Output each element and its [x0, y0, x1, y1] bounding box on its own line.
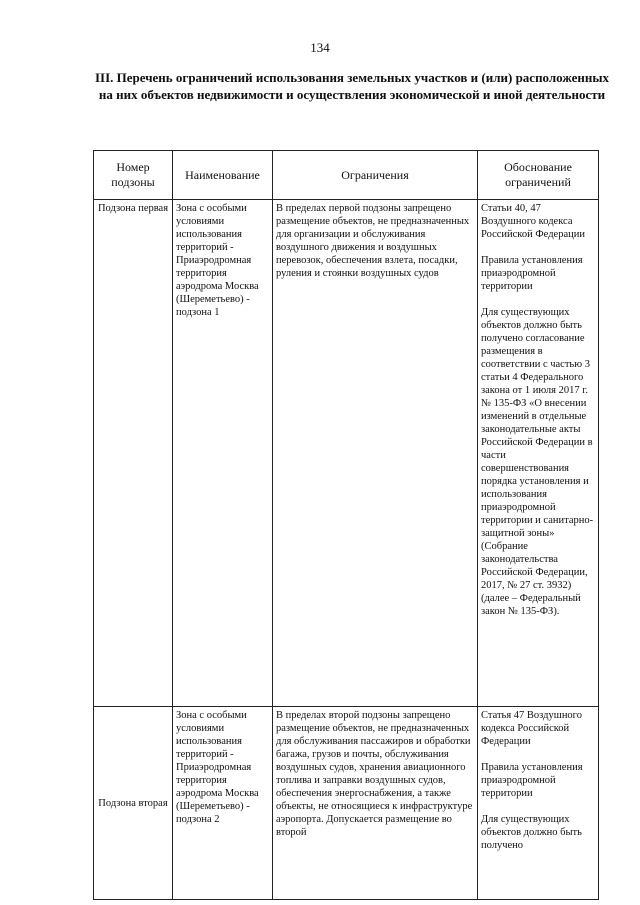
restrictions-cell: В пределах второй подзоны запрещено размещение объектов, не предназначенных для обслуживания пассажиров и обработки багажа, грузов и почты, обслуживания воздушных судов, хранения авиационного топлива и заправки воздушных судов, обеспечения энергоснабжения, а также объекты, не относящиеся к инфраструктуре аэропорта. Допускается размещение во второй [273, 707, 478, 900]
subzone-name-cell: Зона с особыми условиями использования территорий - Приаэродромная территория аэродрома Москва (Шереметьево) - подзона 2 [173, 707, 273, 900]
table-row [94, 200, 599, 707]
restrictions-table [93, 150, 599, 900]
basis-paragraph: Для существующих объектов должно быть получено согласование размещения в соответствии с частью 3 статьи 4 Федерального закона от 1 июля 2017 г. № 135-ФЗ «О внесении изменений в отдельные законодательные акты Российской Федерации в части совершенствования порядка установления и использования приаэродромной территории и санитарно-защитной зоны» (Собрание законодательства Российской Федерации, 2017, № 27 ст. 3932) (далее – Федеральный закон № 135-ФЗ). [481, 307, 594, 617]
basis-paragraph: Правила установления приаэродромной территории [481, 762, 583, 799]
subzone-number-cell: Подзона первая [94, 200, 173, 707]
table-header-row [94, 151, 599, 200]
header-subzone-number: Номер подзоны [94, 151, 173, 200]
basis-paragraph: Статьи 40, 47 Воздушного кодекса Российской Федерации [481, 203, 585, 240]
basis-cell [478, 200, 599, 707]
basis-paragraph: Для существующих объектов должно быть получено [481, 814, 582, 851]
header-restrictions: Ограничения [273, 151, 478, 200]
section-title: III. Перечень ограничений использования земельных участков и (или) расположенных на них объектов недвижимости и осуществления экономической и иной деятельности [94, 70, 610, 102]
table-row [94, 707, 599, 900]
basis-paragraph: Статья 47 Воздушного кодекса Российской Федерации [481, 710, 582, 747]
basis-paragraph: Правила установления приаэродромной территории [481, 255, 583, 292]
header-name: Наименование [173, 151, 273, 200]
subzone-number-cell: Подзона вторая [94, 707, 173, 900]
basis-cell [478, 707, 599, 900]
subzone-name-cell: Зона с особыми условиями использования территорий - Приаэродромная территория аэродрома Москва (Шереметьево) - подзона 1 [173, 200, 273, 707]
page-number: 134 [310, 40, 330, 55]
header-basis: Обоснование ограничений [478, 151, 599, 200]
restrictions-cell: В пределах первой подзоны запрещено размещение объектов, не предназначенных для организации и обслуживания воздушного движения и воздушных перевозок, обеспечения взлета, посадки, руления и стоянки воздушных судов [273, 200, 478, 707]
